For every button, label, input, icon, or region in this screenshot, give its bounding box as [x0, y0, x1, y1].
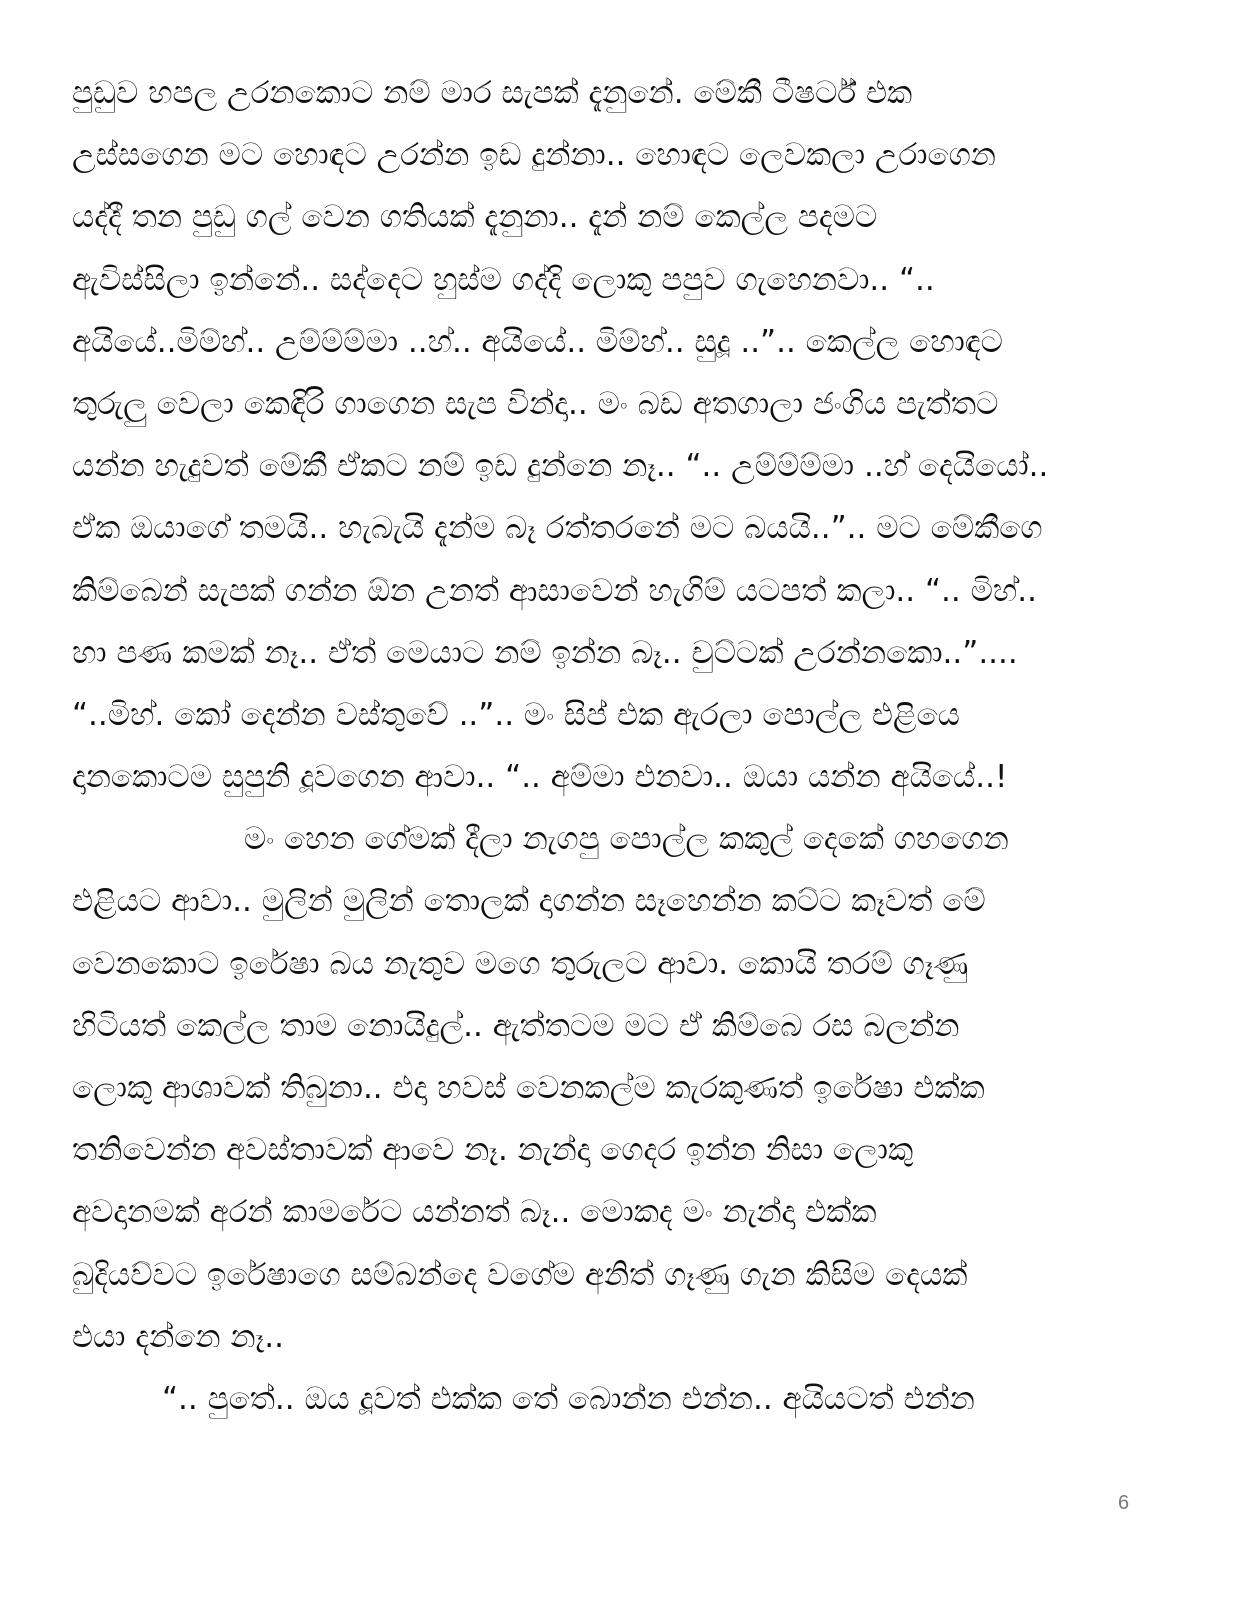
text-line: උස්සගෙන මට හොඳට උරන්න ඉඩ දුන්නා.. හොඳට ලෙවකලා උරාගෙන: [72, 137, 996, 174]
text-line: අවදානමක් අරන් කාමරේට යන්නත් බෑ.. මොකද මං නැන්දා එක්ක: [72, 1194, 877, 1231]
text-line: පුඩුව හපල උරනකොට නම් මාර සැපක් දැනුනේ. මේකී ටීෂර්ට් එක: [72, 75, 913, 111]
text-line: හිටියත් කෙල්ල තාම නොයිදුල්.. ඇත්තටම මට ඒ කිම්බෙ රස බලන්න: [72, 1007, 960, 1044]
text-line: මං හෙන ගේමක් දීලා නැගපු පොල්ල කකුල් දෙකේ ගහගෙන: [244, 821, 1009, 858]
text-line: “..මිහ්. කෝ දෙන්න වස්තුවේ ..”.. මං සිප් එක ඇරලා පොල්ල එළියෙ: [72, 696, 960, 733]
body-text: [72, 62, 1162, 1430]
text-line: “.. පුතේ.. ඔය දූවත් එක්ක තේ බොන්න එන්න.. අයියටත් එන්න: [162, 1380, 975, 1417]
text-line: ලොකු ආශාවක් තිබුනා.. එදා හවස් වෙනකල්ම කැරකුණත් ඉරේෂා එක්ක: [72, 1070, 985, 1106]
text-line: එළියට ආවා.. මුලින් මුලින් තොලක් දාගන්න සෑහෙන්න කට්ට කෑවත් මේ: [72, 883, 986, 920]
text-line: තුරුලු වෙලා කෙඳිරි ගාගෙන සැප වින්දා.. මං බඩ අතගාලා ජංගිය පැත්තට: [72, 385, 999, 422]
text-line: වෙනකොට ඉරේෂා බය නැතුව මගෙ තුරුලට ආවා. කොයි තරම් ගෑණු: [72, 945, 969, 982]
text-line: යන්න හැදුවත් මේකී ඒකට නම් ඉඩ දුන්නෙ නෑ.. “.. උම්ම්ම්මා ..හ් දෙයියෝ..: [72, 448, 1049, 485]
text-line: තනිවෙන්න අවස්තාවක් ආවෙ නෑ. නැන්දා ගෙදර ඉන්න නිසා ලොකු: [72, 1132, 914, 1169]
text-line: දානකොටම සුපුනි දූවගෙන ආවා.. “.. අම්මා එනවා.. ඔයා යන්න අයියේ..!: [72, 759, 1008, 796]
text-line: හා පණ කමක් නෑ.. ඒත් මෙයාට නම් ඉන්න බෑ.. චුට්ටක් උරන්නකො..”....: [72, 634, 1018, 671]
text-line: එයා දන්නෙ නෑ..: [72, 1318, 284, 1355]
text-line: බුදියව්වට ඉරේෂාගෙ සම්බන්දෙ වගේම අනිත් ගෑණු ගැන කිසිම දෙයක්: [72, 1256, 968, 1293]
text-line: අයියේ..මිම්හ්.. උම්ම්ම්මා ..හ්.. අයියේ.. මිම්හ්.. සුදූ ..”.. කෙල්ල හොඳට: [72, 323, 1003, 360]
text-line: ඇවිස්සිලා ඉන්නේ.. සද්දෙට හුස්ම ගද්දි ලොකු පපුව ගැහෙනවා.. “..: [72, 261, 935, 298]
text-line: යද්දී තන පුඩු ගල් වෙන ගතියක් දැනුනා.. දැන් නම් කෙල්ල පදමට: [72, 199, 878, 236]
text-line: ඒක ඔයාගේ තමයි.. හැබැයි දැන්ම බෑ රත්තරනේ මට බයයි..”.. මට මේකීගෙ: [72, 510, 1043, 547]
page-number: 6: [1118, 1492, 1130, 1514]
text-line: කිම්බෙන් සැපක් ගන්න ඕන උනත් ආසාවෙන් හැගිම් යටපත් කලා.. “.. මිහ්..: [72, 572, 1037, 609]
